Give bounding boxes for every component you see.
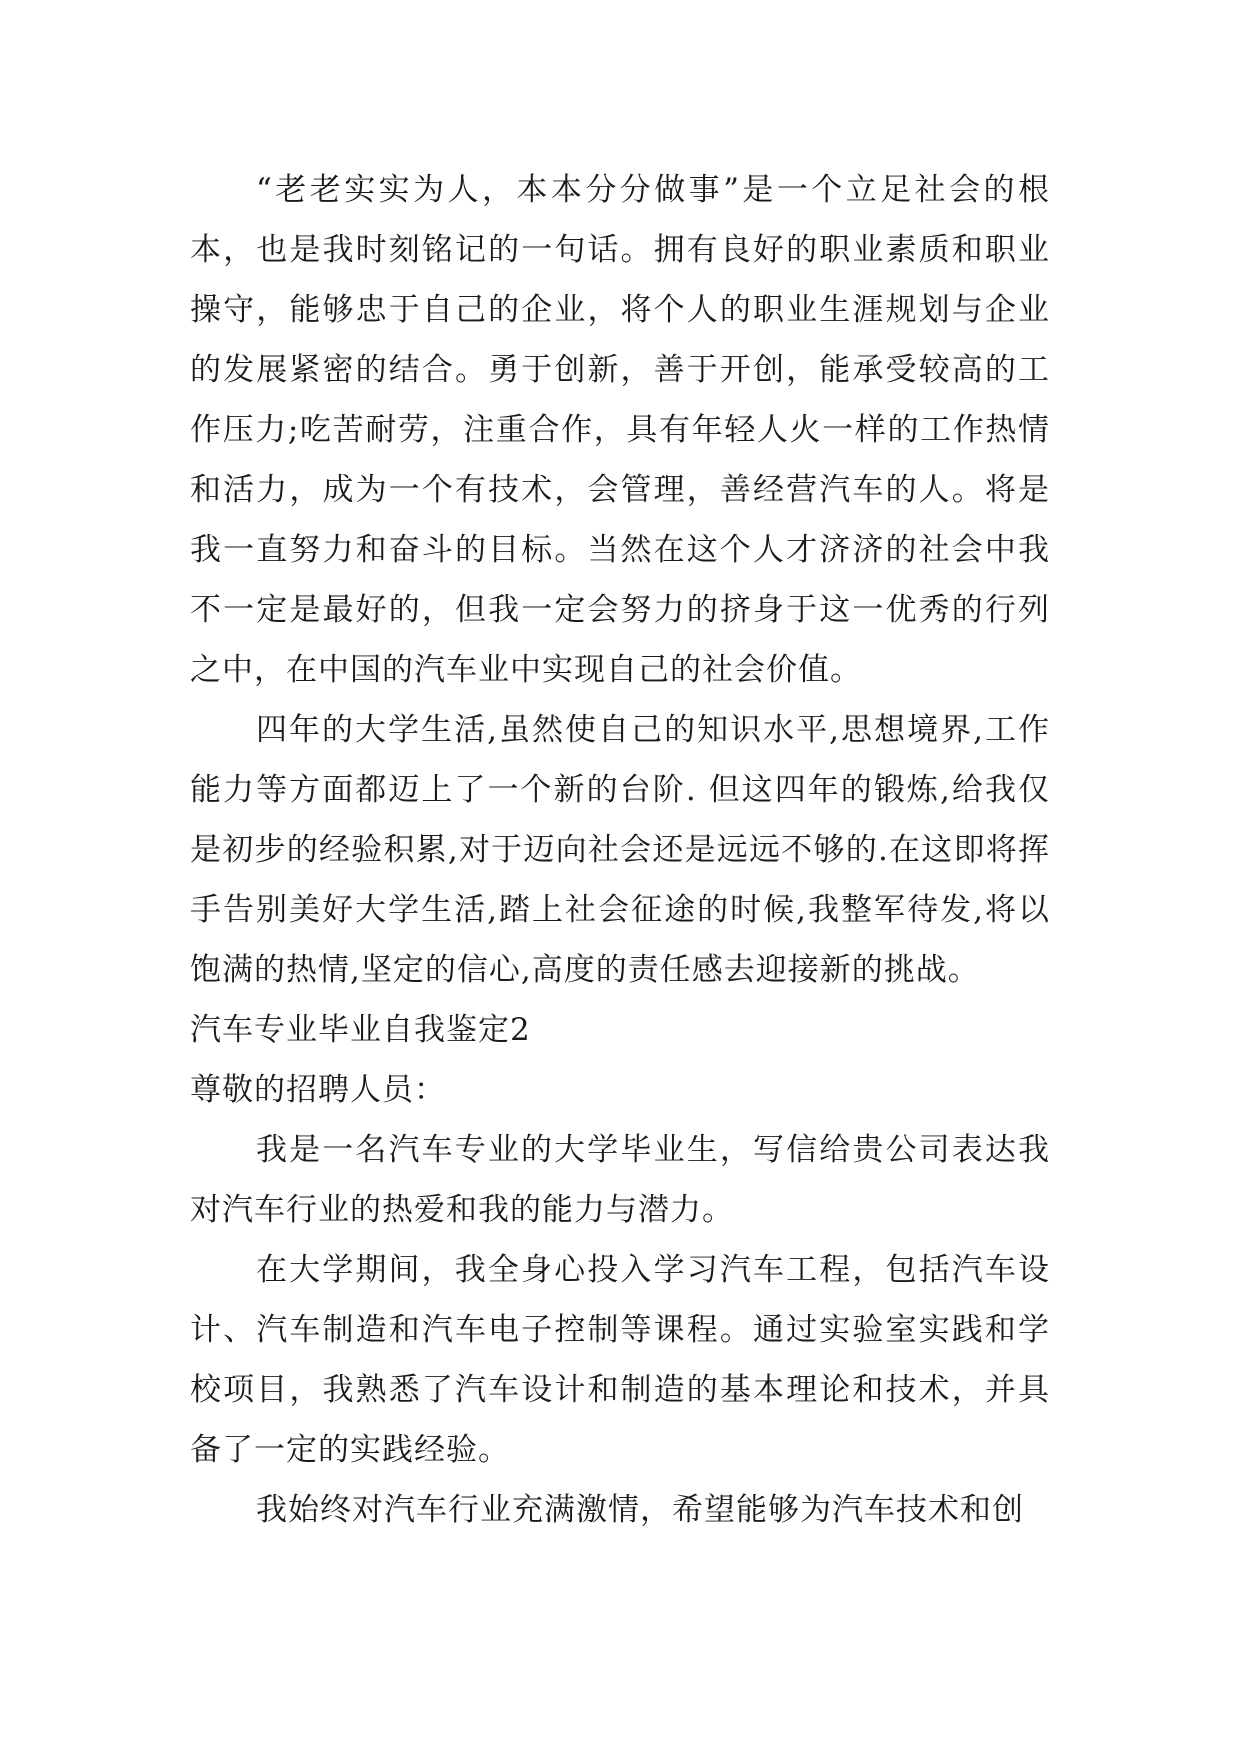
paragraph-studies: 在大学期间，我全身心投入学习汽车工程，包括汽车设计、汽车制造和汽车电子控制等课程。通过实验室实践和学校项目，我熟悉了汽车设计和制造的基本理论和技术，并具备了一定的实践经验。 [190,1252,1050,1468]
salutation: 尊敬的招聘人员： [190,1072,446,1108]
paragraph-career-goals: “老老实实为人，本本分分做事”是一个立足社会的根本，也是我时刻铭记的一句话。拥有良好的职业素质和职业操守，能够忠于自己的企业，将个人的职业生涯规划与企业的发展紧密的结合。勇于创新，善于开创，能承受较高的工作压力;吃苦耐劳，注重合作，具有年轻人火一样的工作热情和活力，成为一个有技术，会管理，善经营汽车的人。将是我一直努力和奋斗的目标。当然在这个人才济济的社会中我不一定是最好的，但我一定会努力的挤身于这一优秀的行列之中，在中国的汽车业中实现自己的社会价值。 [190,172,1050,688]
section-heading: 汽车专业毕业自我鉴定2 [190,1012,531,1048]
document-body [190,160,1050,1540]
paragraph-passion: 我始终对汽车行业充满激情，希望能够为汽车技术和创 [256,1492,1024,1528]
paragraph-introduction: 我是一名汽车专业的大学毕业生，写信给贵公司表达我对汽车行业的热爱和我的能力与潜力。 [190,1132,1050,1228]
paragraph-university-life: 四年的大学生活,虽然使自己的知识水平,思想境界,工作能力等方面都迈上了一个新的台阶. 但这四年的锻炼,给我仅是初步的经验积累,对于迈向社会还是远远不够的.在这即将挥手告别美好大学生活,踏上社会征途的时候,我整军待发,将以饱满的热情,坚定的信心,高度的责任感去迎接新的挑战。 [190,712,1050,988]
